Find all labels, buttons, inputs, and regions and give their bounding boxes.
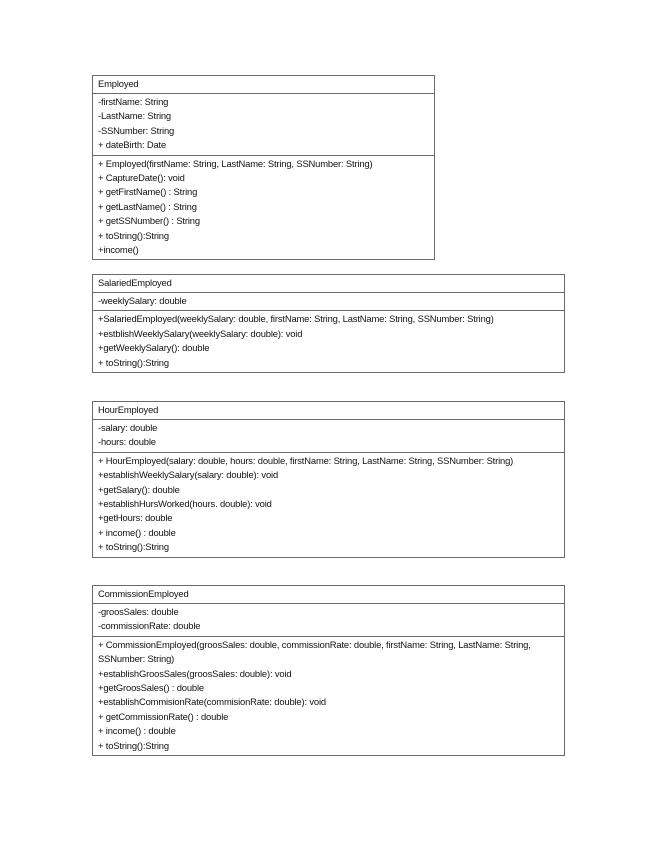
methods-section	[93, 155, 434, 260]
attribute: -hours: double	[98, 436, 156, 448]
class-name: Employed	[98, 78, 139, 89]
method: + getSSNumber() : String	[98, 215, 200, 227]
class-name-section	[93, 402, 564, 419]
attributes-section	[93, 292, 564, 310]
methods-section	[93, 636, 564, 755]
attribute: -LastName: String	[98, 110, 171, 122]
method: + Employed(firstName: String, LastName: String, SSNumber: String)	[98, 157, 373, 169]
class-name: HourEmployed	[98, 404, 159, 415]
attributes-section	[93, 93, 434, 155]
method: + CaptureDate(): void	[98, 172, 185, 184]
attribute: -SSNumber: String	[98, 124, 175, 136]
attribute: + dateBirth: Date	[98, 139, 167, 151]
method: +getWeeklySalary(): double	[98, 342, 210, 354]
methods-section	[93, 310, 564, 372]
method: +income()	[98, 244, 139, 256]
class-name-section	[93, 275, 564, 292]
class-box-hour-employed	[92, 401, 565, 558]
class-name-section	[93, 76, 434, 93]
method: + HourEmployed(salary: double, hours: double, firstName: String, LastName: String, SSNumber: String)	[98, 454, 514, 466]
method: +estblishWeeklySalary(weeklySalary: double): void	[98, 327, 303, 339]
attribute: -groosSales: double	[98, 606, 179, 617]
class-name: SalariedEmployed	[98, 277, 172, 288]
class-name-section	[93, 586, 564, 603]
method: +getHours: double	[98, 512, 173, 524]
method: +establishGroosSales(groosSales: double): void	[98, 667, 292, 679]
class-box-commission-employed	[92, 585, 565, 756]
method: + income() : double	[98, 526, 176, 538]
method: +getSalary(): double	[98, 483, 180, 495]
class-name: CommissionEmployed	[98, 588, 189, 599]
class-box-salaried-employed	[92, 274, 565, 373]
attribute: -firstName: String	[98, 96, 169, 107]
method: +establishWeeklySalary(salary: double): void	[98, 469, 279, 481]
attribute: -salary: double	[98, 422, 158, 433]
method: + toString():String	[98, 356, 169, 368]
method: + getLastName() : String	[98, 200, 197, 212]
method: + CommissionEmployed(groosSales: double, commissionRate: double, firstName: String, LastName: String, SSNumber: String)	[98, 638, 531, 665]
method: + toString():String	[98, 229, 169, 241]
method: + income() : double	[98, 725, 176, 737]
attribute: -weeklySalary: double	[98, 295, 187, 306]
attributes-section	[93, 603, 564, 636]
method: + toString():String	[98, 739, 169, 751]
class-box-employed	[92, 75, 435, 260]
method: +SalariedEmployed(weeklySalary: double, firstName: String, LastName: String, SSNumber: String)	[98, 313, 494, 325]
method: +getGroosSales() : double	[98, 682, 204, 694]
attributes-section	[93, 419, 564, 452]
methods-section	[93, 452, 564, 557]
method: + getFirstName() : String	[98, 186, 198, 198]
method: +establishHursWorked(hours. double): void	[98, 498, 272, 510]
method: +establishCommisionRate(commisionRate: double): void	[98, 696, 326, 708]
attribute: -commissionRate: double	[98, 620, 201, 632]
method: + toString():String	[98, 541, 169, 553]
method: + getCommissionRate() : double	[98, 710, 229, 722]
